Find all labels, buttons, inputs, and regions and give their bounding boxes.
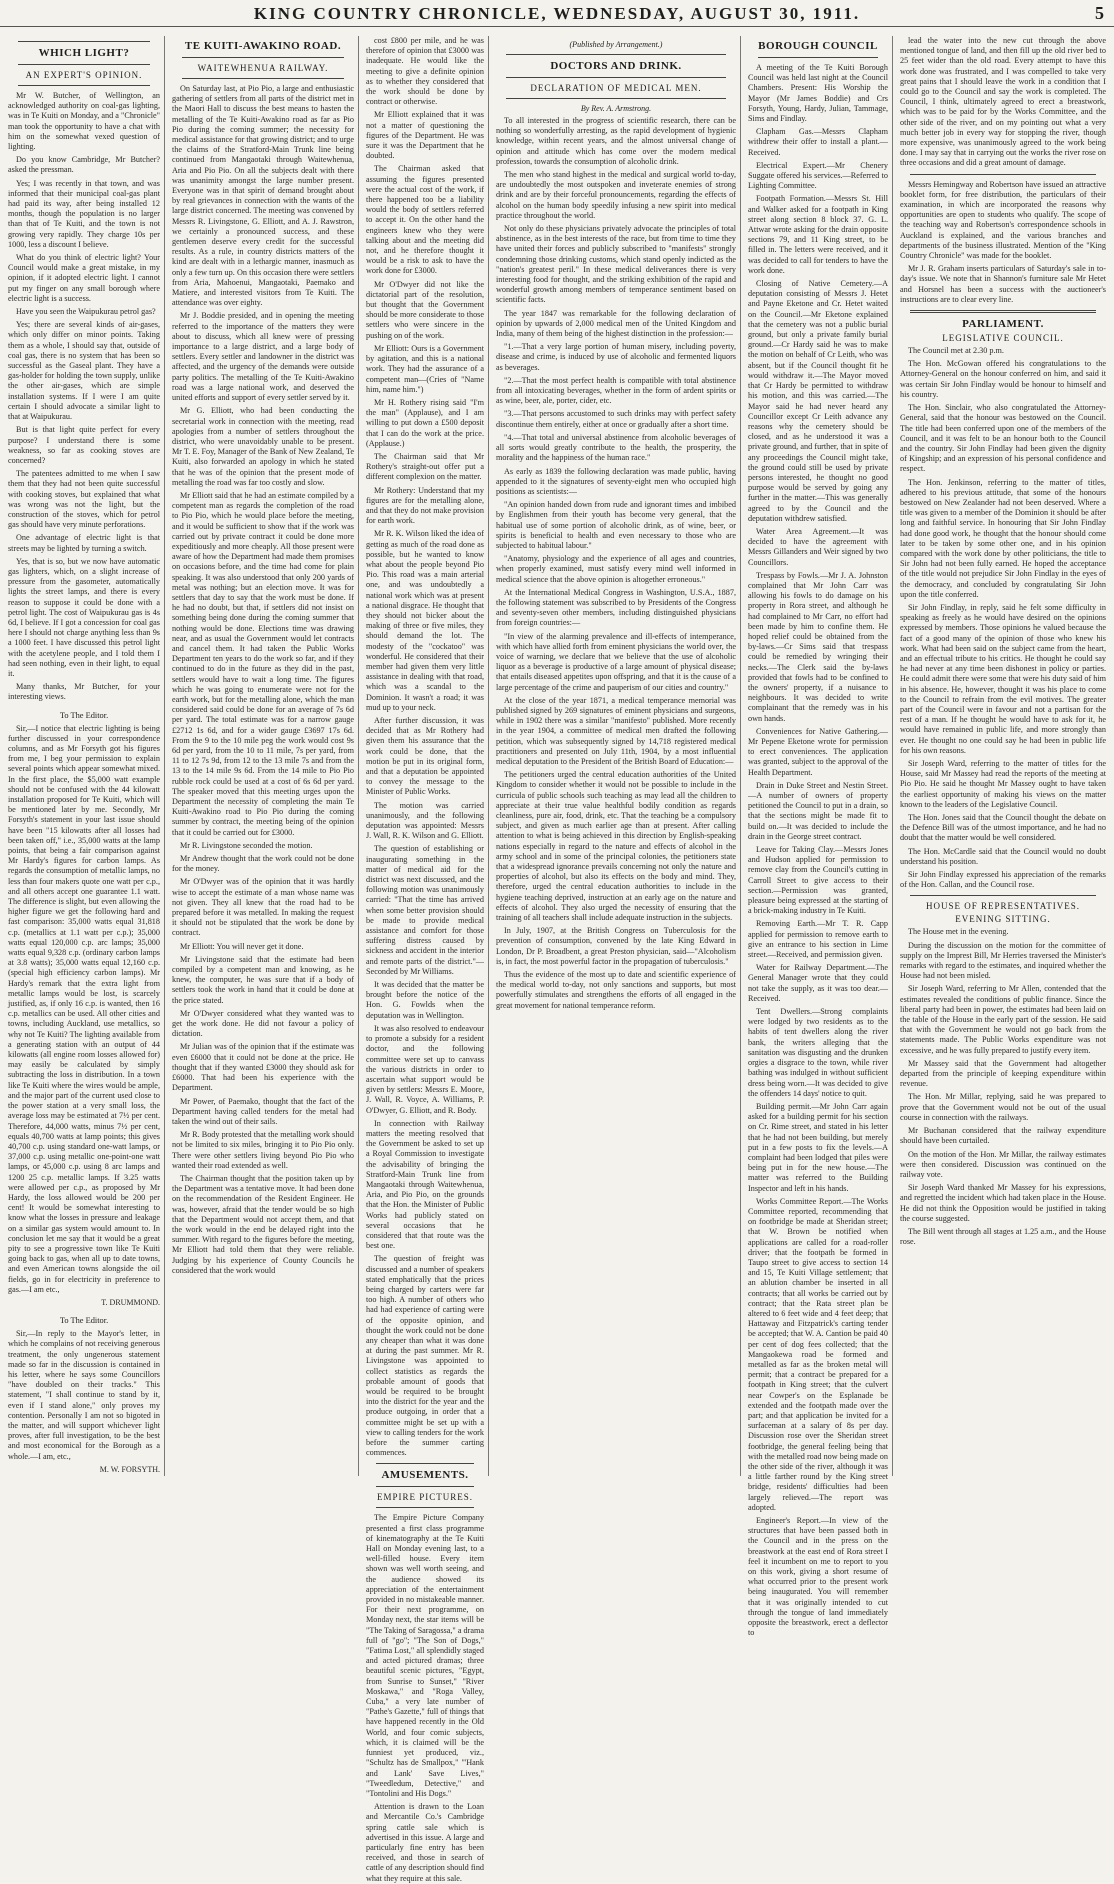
paragraph: Closing of Native Cemetery.—A deputation consisting of Messrs J. Hetet and Payne Eketone and Cr. Hetet waited on the Council.—Mr Eketone explained that the cemetery was not a public burial ground, but only a private family burial ground.—Cr Hardy said he was to make the motion on behalf of Cr Leith, who was absent, but if the Council thought fit he would withdraw it.—The Mayor moved that Cr Hardy be permitted to withdraw his motion, and this was carried.—The Mayor said he had never heard any Councillor except Cr Leith advance any reasons why the cemetery should be closed, and as he understood it was a private ground, and further, that in spite of any proceedings the Council might take, the ground could still be used by private persons interested, he thought no good purpose would be served by going any further in the matter.—This was generally agreed to by the Council and the deputation withdrew satisfied. <box>748 279 888 523</box>
parliament-title: PARLIAMENT. <box>962 318 1044 331</box>
paragraph: "3.—That persons accustomed to such drinks may with perfect safety discontinue them entirely, either at once or gradually after a short time. <box>496 409 736 429</box>
paragraph: Yes, that is so, but we now have automatic gas lighters, which, on a slight increase of pressure from the gasometer, automatically lights the street lamps, and there is every reason to suppose it could be done with a petrol light. The cost of Waipukurau gas is 4s 6d, I believe. If I got a concession for coal gas here I should not charge anything less than 9s a 1000 feet. I have discussed this petrol light with the acetylene people, and I told them I had seen nothing, even in their light, to equal it. <box>8 556 160 678</box>
column-6 <box>896 36 1110 1476</box>
paragraph: Mr R. K. Wilson liked the idea of getting as much of the road done as possible, but he wanted to know what about the people beyond Pio Pio. This road was a main arterial one, and was undoubtedly a national work which was at present a national disgrace. He thought that they should not bicker about the making of three or five miles, they should demand the lot. The modesty of the "cockatoo" was wonderful. He considered that their member had given them very little assistance in dealing with that road, which was a scandal to the Dominion. It wasn't a road; it was mud up to your neck. <box>366 529 484 712</box>
rule <box>18 85 150 86</box>
masthead-title: KING COUNTRY CHRONICLE, WEDNESDAY, AUGUST 30, 1911. <box>253 4 861 23</box>
column-5 <box>744 36 893 1638</box>
paragraph: At the International Medical Congress in Washington, U.S.A., 1887, the following statement was subscribed to by Presidents of the Congress and seventy-seven other members, including distinguished physicians from foreign countries:— <box>496 587 736 628</box>
paragraph: In July, 1907, at the British Congress on Tuberculosis for the prevention of consumption, convened by the late King Edward in London, Dr P. Broadbent, a great Preston physician, said—"Alcoholism is, in fact, the most powerful factor in the propagation of tuberculosis." <box>496 926 736 966</box>
paragraph: In connection with Railway matters the meeting resolved that the Government be asked to set up a Royal Commission to investigate the advisability of bringing the Stratford-Main Trunk line from Mangaotaki through Waitewhenua, Aria, and Pio Pio, on the grounds that the Hon. the Minister of Public Works had publicly stated on several occasions that he considered that that route was the best one. <box>366 1118 484 1251</box>
paragraph: The Empire Picture Company presented a first class programme of kinematography at the Te Kuiti Hall on Monday evening last, to a well-filled house. Every item shown was well worth seeing, and the audience showed its appreciation of the entertainment provided in no mistakeable manner. For their next programme, on Monday next, the star items will be "The Taking of Saragossa," a drama full of "go"; "The Son of Dogs," "Fatima Lost," all splendidly staged and acted pictured dramas; three beautiful scenic pictures, "Egypt, from Sunrise to Sunset," "River Moskawa," and "Roga Valley, Cuba," a very late number of "Pathe's Gazette," full of things that have happened recently in the Old World, and four comic subjects, which, it is claimed will be the funniest yet produced, viz., "Schultz has de Smallpox," "'Hank and Lank' Save Lives," "Tweedledum, Detective," and "Tontolini and His Dogs." <box>366 1513 484 1798</box>
paragraph: "2.—That the most perfect health is compatible with total abstinence from all intoxicating beverages, whether in the form of ardent spirits or as wine, beer, ale, porter, cider, etc. <box>496 375 736 406</box>
paragraph: Mr R. Livingstone seconded the motion. <box>180 840 313 850</box>
paragraph: After further discussion, it was decided that as Mr Rothery had given them his assurance that the work could be done, that the motion be put in its original form, and that a deputation be appointed to convey the message to the Minister of Public Works. <box>366 716 484 797</box>
amusements-subtitle: EMPIRE PICTURES. <box>376 1492 473 1503</box>
paragraph: The patentees admitted to me when I saw them that they had not been quite successful with cooking stoves, but explained that what was wrong was not the light, but the construction of the stoves, which for petrol gas should have very minute perforations. <box>8 469 160 530</box>
rule <box>910 895 1096 896</box>
column-2 <box>168 36 359 1476</box>
paragraph: Mr J. Boddie presided, and in opening the meeting referred to the importance of the matters they were about to discuss, which all knew were of pressing importance to a large district, and a large body of settlers. Every settler and landowner in the district was affected, and the urgency of the demands were outside party politics. The metalling of the Te Kuiti-Awakino road was a large national work, and deserved the united efforts and support of every settler served by it. <box>172 311 354 403</box>
rule <box>18 41 150 42</box>
paragraph: The question of establishing or inaugurating something in the matter of medical aid for the district was next discussed, and the following motion was unanimously carried: "That the time has arrived when some better provision should be made to provide medical assistance and comfort for those suffering distress caused by sickness and accident in the interior and remote parts of the district."—Seconded by Mr Williams. <box>366 844 484 976</box>
column-4 <box>492 36 741 1476</box>
paragraph: During the discussion on the motion for the committee of supply on the Imprest Bill, Mr Herries traversed the Minister's remarks with regard to the estimates, and inquired whether the House had not been misled. <box>900 940 1106 981</box>
rule <box>376 1507 474 1508</box>
paragraph: The Chairman asked that assuming the figures presented were the actual cost of the work, if there happened too be a liability would the body of settlers referred to accept it. On the other hand the engineers knew who they were talking about and the meeting did not, and he therefore thought it would be a risk to ask to have the work done for £3000. <box>366 164 484 276</box>
paragraph: To all interested in the progress of scientific research, there can be nothing so wonderfully arresting, as the rapid development of hygienic knowledge, within recent years, and the almost universal change of opinion and attitude which has come over the modern medical profession, towards the consumption of alcoholic drink. <box>496 116 736 166</box>
paragraph: The Hon. McGowan offered his congratulations to the Attorney-General on the honour conferred on him, and said it was certain Sir John Findlay would be honour to himself and his country. <box>900 359 1106 399</box>
rule <box>506 77 726 78</box>
which-light-body <box>8 91 160 703</box>
paragraph: Mr Livingstone said that the estimate had been compiled by a competent man and knowing, as he knew, the computer, he was sure that if a body of settlers took the work in hand that it could be done at the price stated. <box>172 954 354 1005</box>
paragraph: The question of freight was discussed and a number of speakers stated emphatically that the prices being charged by carters were far too high. A number of others who had had experience of carting were of the opposite opinion, and thought the work could not be done any cheaper than what it was done at during the past summer. Mr R. Livingstone was appointed to collect statistics as regards the probable amount of goods that would be required to be brought into the district for the year and the produce outgoing, in order that a committee might be set up with a view to calling tenders for the work before the summer carting commences. <box>366 1254 484 1458</box>
rule <box>506 54 726 55</box>
letter-body: Sir,—In reply to the Mayor's letter, in which he complains of not receiving generous treatment, the only ungenerous statement made so far in the discussion is contained in his letter, where he says some Councillors "have doubled on their tracks." This statement, "I shall continue to stand by it, even if I stand alone," only proves my contention. Personally I am not so bigoted in the matter, and will support whichever light proves, after full investigation, to be the best and most economical for the Borough as a whole.—I am, etc., <box>8 1329 160 1461</box>
paragraph: On Saturday last, at Pio Pio, a large and enthusiastic gathering of settlers from all parts of the district met in the Maori Hall to discuss the best means to hasten the metalling of the Te Kuiti-Awakino road as far as Pio Pio during the coming summer; the necessity for medical assistance for that growing district; and to urge the claims of the Stratford-Main Trunk line being continued from Mangaotaki through Waitewhenua, Aria and Pio Pio. On all the subjects dealt with there was unanimity amongst the large number present. Everyone was in that spirit of demand brought about by real grievances in connection with the wants of the large district concerned. The meeting was convened by Messrs R. Livingstone, G. Elliott, and A. J. Rawstron, we certainly a pronounced success, and these gentlemen deserve every credit for the successful results. As a rule, in country districts matters of the kind are dealt with in a lethargic manner, inasmuch as only a few turn up. On this occasion there were settlers from Aria, Mahoenui, Mangaotaki, Paemako and Matiere, and interested visitors from Te Kuiti. The attendance was over eighty. <box>172 84 354 308</box>
paragraph: Mr Elliott explained that it was not a matter of questioning the figures of the Department. He was sure it was the Department that he doubted. <box>366 110 484 161</box>
paragraph: Trespass by Fowls.—Mr J. A. Johnston complained that Mr John Carr was allowing his fowls to do damage on his property in Rora street, and although he had complained to Mr Carr, no effort had been made by him to confine them. He hoped relief could be obtained from the by-laws.—Cr Sims said that trespass could be remedied by wringing their necks.—The Clerk said the by-laws provided that fowls had to be confined to the owners' property, if a nuisance to neighbours. It was decided to write complainant that the remedy was in his own hands. <box>748 570 888 723</box>
paragraph: Mr O'Dwyer did not like the dictatorial part of the resolution, but thought that the Government should be more considerate to those settlers who were sincere in the pushing on of the work. <box>366 279 484 340</box>
paragraph: On the motion of the Hon. Mr Millar, the railway estimates were then considered. Discussion was continued on the railway vote. <box>900 1149 1106 1179</box>
letter-body: Sir,—I notice that electric lighting is being further discussed in your correspondence columns, and as Mr Forsyth got his figures from me, I beg your permission to explain several points which appear somewhat mixed. In the first place, the $5,000 watt example should not be confused with the 44 kilowatt installation proposed for Te Kuiti, which will be mentioned later by me. Secondly, Mr Forsyth's statement in your last issue should have been "15 kilowatts after all losses had been taken off," i.e., 35,000 watts at the lamp points, that being a fair comparison against Mr Hardy's figures for carbon lamps. As regards the consumption of metallic lamps, no less than four makers quote one watt per c.p., and all others accept one guarantee 1.1 watt. The difference is slight, but even allowing the higher figure we get the following hard and fast comparison: 35,000 watts equal 31,818 c.p. (metallics at 1.1 watt per c.p.); 35,000 watts equal 120,000 c.p. arc lamps; 35,000 watts equal 9,328 c.p. (ordinary carbon lamps at 3.8 watts); 35,000 watts equal 12,160 c.p. (special high efficiency carbon lamps). Mr Hardy's remark that the extra light from metallic lamps would be lost, is scarcely justified, as, if only 16 c.p. is wanted, then 16 c.p. metallics can be used. All other cities and towns, including Auckland, use metallics, so why not Te Kuiti? The lighting available from a generating station with an output of 44 kilowatts (all engine room losses allowed for) may easily be calculated by simply subtracting the loss in distribution. In a town like Te Kuiti where the wires would be ample, and the major part of the current used close to the power station at a very small loss, the average loss may be estimated at 7½ per cent. Therefore, 44,000 watts, minus 7½ per cent, equals 40,700 watts at lamp points; this gives 40,700 c.p. using standard one-watt lamps, or 37,000 c.p. using metallic one-point-one watt lamps, or 45,000 c.p. using 8 arc lamps and 1200 25 c.p. metallic lamps. If 3.25 watts were allowed per c.p., as proposed by Mr Hardy, the loss allowed would be 200 per cent! It would be somewhat interesting to know what the losses in pressure and leakage on a similar gas system would amount to. In conclusion let me say that it would be a great pity to see a progressive town like Te Kuiti going back to gas, when all up to date towns, and even American towns alongside the oil fields, go in for electricity in preference to gas.—I am etc., <box>8 723 160 1294</box>
paragraph: Messrs Hemingway and Robertson have issued an attractive booklet form, for free distribution, the particulars of their examination, in which are incorporated the reasons why opportunities are open to students who qualify. The scope of the teaching way and Robertson's correspondence schools in Auckland is explained, and the various branches and departments of the business illustrated. Mention of the "King Country Chronicle" was made for the booklet. <box>900 179 1106 261</box>
paragraph: At the close of the year 1871, a medical temperance memorial was published signed by 269 signatures of eminent physicians and surgeons, while in 1902 there was a similar "manifesto" published. More recently in the year 1904, a committee of medical men drafted the following petition, which was subsequently signed by 14,718 registered medical practitioners and presented on July 11th, 1904, by a most influential medical deputation to the President of the British Board of Education:— <box>496 695 736 766</box>
paragraph: Drain in Duke Street and Nestin Street.—A number of owners of property petitioned the Council to put in a drain, so that the sections might be made fit to build on.—It was decided to include the drain in the George street contract. <box>748 780 888 841</box>
paragraph: But is that light quite perfect for every purpose? I understand there is some weakness, so far as cooking stoves are concerned? <box>8 425 160 465</box>
paragraph: The Hon. Mr Millar, replying, said he was prepared to prove that the Government would not be out of the usual course in connection with the railways. <box>900 1092 1106 1122</box>
paragraph: "4.—That total and universal abstinence from alcoholic beverages of all sorts would greatly contribute to the health, the prosperity, the morality and the happiness of the human race." <box>496 432 736 463</box>
paragraph: One advantage of electric light is that streets may be lighted by turning a switch. <box>8 533 160 553</box>
rule <box>506 98 726 99</box>
letter-salutation: To The Editor. <box>59 1316 109 1326</box>
paragraph: The Hon. Jones said that the Council thought the debate on the Defence Bill was of the utmost importance, and he had no doubt that the matter would be well considered. <box>900 813 1106 843</box>
paragraph: Yes; there are several kinds of air-gases, which only differ on minor points. Taking them as a whole, I should say that, outside of coal gas, there is no system that has been so successful as the Gaseal plant. They have a gas-holder for holding the town supply, unlike the other air-gases, which are simple installation systems. If I were I am quite certain I should advocate a similar light to that at Waipukurau. <box>8 320 160 422</box>
legislative-council-heading: LEGISLATIVE COUNCIL. <box>942 333 1064 344</box>
paragraph: Mr J. R. Graham inserts particulars of Saturday's sale in to-day's issue. We note that in Shannon's furniture sale Mr Hetet and Horsnel has been a success with the auctioneer's instructions are to clear every line. <box>900 264 1106 304</box>
paragraph: Building permit.—Mr John Carr again asked for a building permit for his section on Cr. Rime street, and stated in his letter that he had not been building, but merely put in a few posts to fix the levels.—A complaint had been lodged that piles were being put in for the new house.—The matter was referred to the Building Inspector and left in his hands. <box>748 1101 888 1193</box>
paragraph: Sir John Findlay expressed his appreciation of the remarks of the Hon. Callan, and the Council rose. <box>900 870 1106 890</box>
masthead <box>0 0 1114 27</box>
paragraph: The petitioners urged the central education authorities of the United Kingdom to consider whether it would not be possible to include in the curricula of public schools such teaching as may lead all the children to appreciate at their true value healthful bodily condition as regards cleanliness, pure air, food, drink, etc. That the teaching be a compulsory subject, and given as much earlier age than at present. After calling attention to what is being achieved in this direction by English-speaking nations especially in regard to the nature and effects of alcohol in the army school and in some of the principal colonies, the petitioners state that a widespread ignorance prevails concerning not only the nature and properties of alcohol, but also its effects on the body and mind. They, therefore, urged the central education authorities to include in the hygiene teaching deprived, instruction at an early age on the nature and effects of alcohol. They also urged the necessity of ensuring that the training of all teachers shall include adequate instruction in the subjects. <box>496 770 736 923</box>
paragraph: Mr Elliott: Ours is a Government by agitation, and this is a national work. They had the assurance of a competent man—(Cries of "Name him, name him.") <box>366 343 484 394</box>
paragraph: Mr G. Elliott, who had been conducting the secretarial work in connection with the meeting, read apologies from a number of settlers throughout the district, who were unavoidably unable to be present. Mr T. E. Foy, Manager of the Bank of New Zealand, Te Kuiti, also forwarded an apology in which he stated that he was of the opinion that the present mode of metalling the road was far too costly and slow. <box>172 406 354 487</box>
paragraph: cost £800 per mile, and he was therefore of opinion that £3000 was inadequate. He would like the meeting to give a definite opinion as to whether they considered that the work should be done by contract or otherwise. <box>366 36 484 107</box>
rule <box>376 1463 474 1464</box>
which-light-title: WHICH LIGHT? <box>38 47 130 59</box>
paragraph: The Chairman thought that the position taken up by the Department was a tentative move. It had been done on the recommendation of the Resident Engineer. He was, however, afraid that the tender would be so high that the Department would not accept them, and that the work would in the end be delayed right into the summer. With regard to the figures before the meeting, Mr Elliott had told them that they were reliable. Judging by his experience of County Councils he considered that the work would <box>172 1173 354 1275</box>
paragraph: Not only do these physicians privately advocate the principles of total abstinence, as in the best interests of the race, but from time to time they have united their forces and publicly subscribed to "manifests" strongly condemning those drinking customs, which stand openly indicted as the "nation's greatest peril." In these medical deliverances there is very interesting food for thought, and the striking exhibition of the rapid and wonderful growth among members of temperance sentiment based on scientific facts. <box>496 224 736 305</box>
letter-salutation: To The Editor. <box>59 710 109 720</box>
rule <box>758 57 878 58</box>
house-heading: HOUSE OF REPRESENTATIVES. <box>925 901 1081 912</box>
road-title: TE KUITI-AWAKINO ROAD. <box>184 40 342 52</box>
paragraph: The Hon. Jenkinson, referring to the matter of titles, adhered to his previous attitude, that some of the honours bestowed on New Zealander had not been deserved. Where a title was given to a member of the Dominion it should be after long and faithful service. In honouring that Sir John Findlay had done good work, he thought that the honour should come later to be taken by some other one, and in his opinion compared with the work done by other politicians, the title to Sir John had not been fully earned. He hoped the acceptance of the title would not prejudice Sir John Findlay in the eyes of the democracy, and concluded by congratulating Sir John upon the title conferred. <box>900 477 1106 599</box>
paragraph: "Anatomy, physiology and the experience of all ages and countries, when properly examined, must satisfy every mind well informed in medical science that the above opinion is altogether erroneous." <box>496 554 736 584</box>
paragraph: Works Committee Report.—The Works Committee reported, recommending that on footbridge be made at Sheridan street; that W. Brown be notified when applications are called for a road-roller driver; that the footpath be formed in Taupo street to give access to section 14 and 15, Te Kuiti Village settlement; that an ablution chamber be inserted in all contracts; that all works be carried out by contract; that the Rata street plan be altered to 6 feet wide and 4 feet deep; that Hattaway and Fitzpatrick's carting tender be accepted; that W. A. Cantion be paid 40 per cent of dog fees collected; that the Mangaokewa road be formed and metalled as far as the broken metal will permit; that a contract be prepared for a footpath in King street; that the culvert near Cowper's on the Esplanade be extended and the footpath made over the part; and that application be invited for a surfaceman at a salary of 8s per day. Discussion rose over the Sheridan street footbridge, the general feeling being that with the metalled road now being made on the other side of the river, although it was a little farther round by the King street bridge, residents' difficulties had been largely relieved.—The report was adopted. <box>748 1196 888 1512</box>
paragraph: Water Area Agreement.—It was decided to have the agreement with Messrs Gillanders and Weir signed by two Councillors. <box>748 526 888 567</box>
paragraph: Sir Joseph Ward, referring to the matter of titles for the House, said Mr Massey had read the reports of the meeting at Pio Pio. He said he thought Mr Massey ought to have taken the earliest opportunity of making his views on the matter known to the leaders of the Legislative Council. <box>900 759 1106 809</box>
paragraph: What do you think of electric light? Your Council would make a great mistake, in my opinion, if it adopted electric light. I cannot put my finger on any small borough where electric light is a success. <box>8 253 160 303</box>
column-3 <box>362 36 489 1883</box>
paragraph: Leave for Taking Clay.—Messrs Jones and Hudson applied for permission to remove clay from the Council's cutting in Carroll Street to give access to their section.—Permission was granted, pleasure being expressed at the starting of a brick-making industry in Te Kuiti. <box>748 845 888 916</box>
paragraph: The Council met at 2.30 p.m. <box>908 346 1004 356</box>
paragraph: The Chairman said that Mr Rothery's straight-out offer put a different complexion on the matter. <box>366 451 484 482</box>
paragraph: Mr H. Rothery rising said "I'm the man" (Applause), and I am willing to put down a £500 deposit that I can do the work at the price. (Applause.) <box>366 397 484 448</box>
letter-signature: T. DRUMMOND. <box>101 1297 160 1307</box>
rule <box>910 174 1096 175</box>
paragraph: Mr Power, of Paemako, thought that the fact of the Department having called tenders for the metal had taken the wind out of their sails. <box>172 1096 354 1126</box>
paragraph: Sir Joseph Ward, referring to Mr Allen, contended that the estimates revealed the conditions of public finance. Since the liberal party had been in power, the estimates had been laid on the table of the House in the early part of the session. He said that with the Government he would not go back from the statements made. The Public Works expenditure was not excessive, and he was fully prepared to justify every item. <box>900 984 1106 1055</box>
paragraph: Mr R. Body protested that the metalling work should not be limited to six miles, bringing it to Pio Pio only. There were other settlers living beyond Pio Pio who wanted their road extended as well. <box>172 1130 354 1170</box>
paragraph: The motion was carried unanimously, and the following deputation was appointed: Messrs J. Wall, R. K. Wilson and G. Elliott. <box>366 800 484 841</box>
road-subtitle: WAITEWHENUA RAILWAY. <box>197 63 329 73</box>
arrangement-note: (Published by Arrangement.) <box>569 40 663 49</box>
borough-title: BOROUGH COUNCIL <box>758 40 878 52</box>
paragraph: Mr Julian was of the opinion that if the estimate was even £6000 that it could not be done at the price. He thought that if they wanted £3000 they should ask for £6000. That had been his experience with the Department. <box>172 1042 354 1093</box>
paragraph: Attention is drawn to the Loan and Mercantile Co.'s Cambridge spring cattle sale which is advertised in this issue. A large and particularly fine entry has been received, and those in search of cattle of any description should find what they require at this sale. <box>366 1802 485 1883</box>
paragraph: Mr O'Dwyer considered what they wanted was to get the work done. He did not favour a policy of dictation. <box>172 1008 354 1039</box>
amusements-title: AMUSEMENTS. <box>381 1469 469 1482</box>
rule <box>182 57 344 58</box>
paragraph: The Hon. Sinclair, who also congratulated the Attorney-General, said that the honour was bestowed on the Council. The title had been conferred upon one of the members of the Council, and it was felt to be an honour both to the Council and the country. Sir John Findlay had been given the dignity of Kingship; and an expression of his personal confidence and respect. <box>900 403 1106 474</box>
doctors-title: DOCTORS AND DRINK. <box>550 60 682 72</box>
paragraph: lead the water into the new cut through the above mentioned tongue of land, and then fill up the old river bed to 25 feet wider than the old road. Every attempt to have this work done was frustrated, and I was compelled to take very great pains that I should leave the work in a condition that I could go to the Council and say the work is completed. The Council, I think, ultimately agreed to erect a breastwork, which was to be paid for by the Works Committee, and the other side of the river, and on my pointing out what a very much better job in every way for stopping the river, though more expensive, was unanimously agreed to the work being done. I may say that in carrying out the works the river rose on three occasions and did a great amount of damage. <box>900 36 1106 168</box>
paragraph: Many thanks, Mr Butcher, for your interesting views. <box>8 682 160 702</box>
rule <box>18 64 150 65</box>
letter-signature: M. W. FORSYTH. <box>99 1464 160 1474</box>
paragraph: Yes; I was recently in that town, and was informed that their municipal coal-gas plant had paid its way, after being installed 12 months, though the population is no larger than that of Te Kuiti, and the town is not growing very rapidly. They charge 10s per 1000, less a discount I believe. <box>8 178 160 249</box>
paragraph: Footpath Formation.—Messrs St. Hill and Walker asked for a footpath in King street along section 8 block 37. G. L. Attwar wrote asking for the drain opposite sections 79, and 11 King street, to be filled in. The letters were received, and it was decided to call for tenders to have the work done. <box>748 194 888 275</box>
paragraph: Thus the evidence of the most up to date and scientific experience of the medical world to-day, not only sanctions and supports, but most powerfully stimulates and strengthens the efforts of all engaged in the great movement for national temperance reform. <box>496 970 736 1010</box>
rule <box>910 310 1096 313</box>
paragraph: Electrical Expert.—Mr Chenery Suggate offered his services.—Referred to Lighting Committee. <box>748 160 888 191</box>
paragraph: Mr Massey said that the Government had altogether departed from the principle of keeping expenditure within revenue. <box>900 1058 1106 1089</box>
rule <box>376 1486 474 1487</box>
paragraph: The men who stand highest in the medical and surgical world to-day, are undoubtedly the most outspoken and inveterate enemies of strong drink and are by their forceful pronouncements, regarding the effects of alcohol on the human body speedily infusing a new spirit into medical practice throughout the world. <box>496 170 736 220</box>
paragraph: It was decided that the matter be brought before the notice of the Hon. G. Fowlds when the deputation was in Wellington. <box>366 980 484 1020</box>
page-number: 5 <box>1095 3 1104 23</box>
paragraph: "In view of the alarming prevalence and ill-effects of intemperance, with which have allied forth from eminent physicians the world over, the voice of warning, we declare that we believe that the use of alcoholic liquor as a beverage is productive of a large amount of physical disease; that entails diseased appetites upon offspring, and that it is the cause of a large percentage of the crime and pauperism of our cities and country." <box>496 631 736 692</box>
paragraph: Clapham Gas.—Messrs Clapham withdrew their offer to install a plant.—Received. <box>748 127 888 157</box>
paragraph: Mr Rothery: Understand that my figures are for the metalling alone, and that they do not make provision for earth work. <box>366 485 484 526</box>
doctors-byline: By Rev. A. Armstrong. <box>580 104 652 113</box>
which-light-subtitle: AN EXPERT'S OPINION. <box>25 70 143 80</box>
paragraph: A meeting of the Te Kuiti Borough Council was held last night at the Council Chambers. Present: His Worship the Mayor (Mr James Boddie) and Crs Forsyth, Young, Hardy, Julian, Tammage, Sims and Findlay. <box>748 63 888 124</box>
paragraph: "1.—That a very large portion of human misery, including poverty, disease and crime, is induced by use of alcoholic and fermented liquors as beverages. <box>496 342 736 372</box>
paragraph: Engineer's Report.—In view of the structures that have been passed both in the Council and in the press on the breastwork at the east end of Rora street I feel it incumbent on me to report to you on this work, giving a short resume of what occurred prior to the present work being inaugurated. You will remember that it was originally intended to cut through the tongue of land immediately opposite the breastwork, erect a deflector to <box>748 1516 888 1638</box>
paragraph: It was also resolved to endeavour to promote a subsidy for a resident doctor, and the following committee were set up to canvass the various districts in order to ascertain what support would be given by settlers: Messrs E. Moore, J. Wall, R. Voyce, A. Williams, P. O'Dwyer, G. Elliott, and R. Body. <box>366 1023 484 1115</box>
paragraph: Have you seen the Waipukurau petrol gas? <box>16 307 156 317</box>
paragraph: Sir John Findlay, in reply, said he felt some difficulty in speaking as freely as he would have desired on the opinions expressed by members. Those opinions he valued because the fact of a good many of the opinion of those who knew his work. What had been said on the subject came from the heart, and an effectual tribute to his critics. He thought he could say he had never at any time been dishonest in policy or parties. He could admit there were some that were his duty said of him in his absence. He, however, thought it was his place to come to the Council to refrain from the evil motives. The greater part of the Council were in favour and not a partisan for the rest of a man. If he thought he would have to ask for it, he would have remained in public life, and more strongly than ever. He thought no one could say he had been in public life for his own reasons. <box>900 602 1106 755</box>
paragraph: Sir Joseph Ward thanked Mr Massey for his expressions, and regretted the incident which had taken place in the House. He did not think the Opposition would be justified in taking the course suggested. <box>900 1183 1106 1223</box>
paragraph: The House met in the evening. <box>908 927 1009 937</box>
paragraph: The year 1847 was remarkable for the following declaration of opinion by upwards of 2,000 medical men of the United Kingdom and India, many of them being of the highest distinction in the profession:— <box>496 308 736 339</box>
paragraph: Tent Dwellers.—Strong complaints were lodged by two residents as to the habits of tent dwellers along the river bank, the writers alleging that the sanitation was disgusting and the drunken orgies a disgrace to the town, while river bathing was indulged in without sufficient dress being worn.—It was decided to give the offenders 14 days' notice to quit. <box>748 1007 888 1098</box>
paragraph: Mr Elliott: You will never get it done. <box>180 941 304 951</box>
paragraph: The Bill went through all stages at 1.25 a.m., and the House rose. <box>900 1226 1106 1247</box>
paragraph: As early as 1839 the following declaration was made public, having appended to it the signatures of seventy-eight men who occupied high positions as scientists:— <box>496 466 736 496</box>
paragraph: Do you know Cambridge, Mr Butcher? asked the pressman. <box>8 155 160 175</box>
evening-sitting-heading: EVENING SITTING. <box>955 914 1051 925</box>
paragraph: The Hon. McCardle said that the Council would no doubt understand his position. <box>900 846 1106 866</box>
paragraph: Water for Railway Department.—The General Manager wrote that they could not take the supply, as it was too dear.—Received. <box>748 963 888 1003</box>
doctors-subtitle: DECLARATION OF MEDICAL MEN. <box>530 83 702 93</box>
paragraph: Mr O'Dwyer was of the opinion that it was hardly wise to accept the estimate of a man whose name was not given. They all knew that the road had to be prepared before it was metalled. In making the request it should not be stipulated that the work be done by contract. <box>172 877 354 938</box>
paragraph: Removing Earth.—Mr T. R. Capp applied for permission to remove earth to give an entrance to his section in Lime street.—Received, and permission given. <box>748 919 888 960</box>
paragraph: Mr W. Butcher, of Wellington, an acknowledged authority on coal-gas lighting, was in Te Kuiti on Monday, and a "Chronicle" man took the opportunity to have a chat with him on the somewhat vexed question of lighting. <box>8 91 160 152</box>
column-1 <box>4 36 165 1476</box>
rule <box>182 78 344 79</box>
paragraph: Mr Buchanan considered that the railway expenditure should have been curtailed. <box>900 1126 1106 1146</box>
paragraph: Mr Elliott said that he had an estimate compiled by a competent man as regards the completion of the road to Pio Pio, which he would place before the meeting, and it would be sufficient to show that if the work was carried out by private contract it could be done more expeditiously and more cheaply. All those present were aware of how the Department had made them promises on occasions before, and the time had come for plain speaking. It was also understood that only 200 yards of metal was nothing; but an election move. It was for settlers that day to say that the work must be done. If he had no doubt, but that, if settlers did not insist on something being done during the coming summer that nothing would be done. Elections time was drawing near, and as usual the Government would let contracts and cancel them. It had taken the Public Works Department ten years to do the work so far, and if they continued to do in the future as they did in the past, settlers would have to wait a long time. The figures which he was going to enumerate were not for the earth work, but for the metalling alone, which the man considered said could be done for an average of 7s 6d per yard. The total estimate was for a narrow gauge £2712 1s 6d, and for a wider gauge £3697 17s 6d. From the 9 to the 10 mile peg the work would cost 9s 6d per yard, from the 10 to 11 mile, 7s per yard, from 11 to 12 7s 9d, from 12 to the 13 mile 7s and from the 13 to the 14 mile 9s 6d. From the 14 mile to Pio Pio rubble rock could be used at a cost of 6s 6d per yard. The speaker moved that this meeting urges upon the Department the necessity of completing the main Te Kuiti-Awakino road to Pio Pio during the coming summer by contract, the meeting being of the opinion that it could be carried out for £3000. <box>172 490 354 837</box>
paragraph: "An opinion handed down from rude and ignorant times and imbibed by Englishmen from their youth has become very general, that the habitual use of some portion of alcoholic drink, as of wine, beer, or spirits is beneficial to health and even necessary to those who are subjected to habitual labour." <box>496 500 736 550</box>
paragraph: Mr Andrew thought that the work could not be done for the money. <box>172 854 354 874</box>
paragraph: Conveniences for Native Gathering.—Mr Pepene Eketone wrote for permission to erect conveniences. The application was granted, subject to the approval of the Health Department. <box>748 726 888 777</box>
